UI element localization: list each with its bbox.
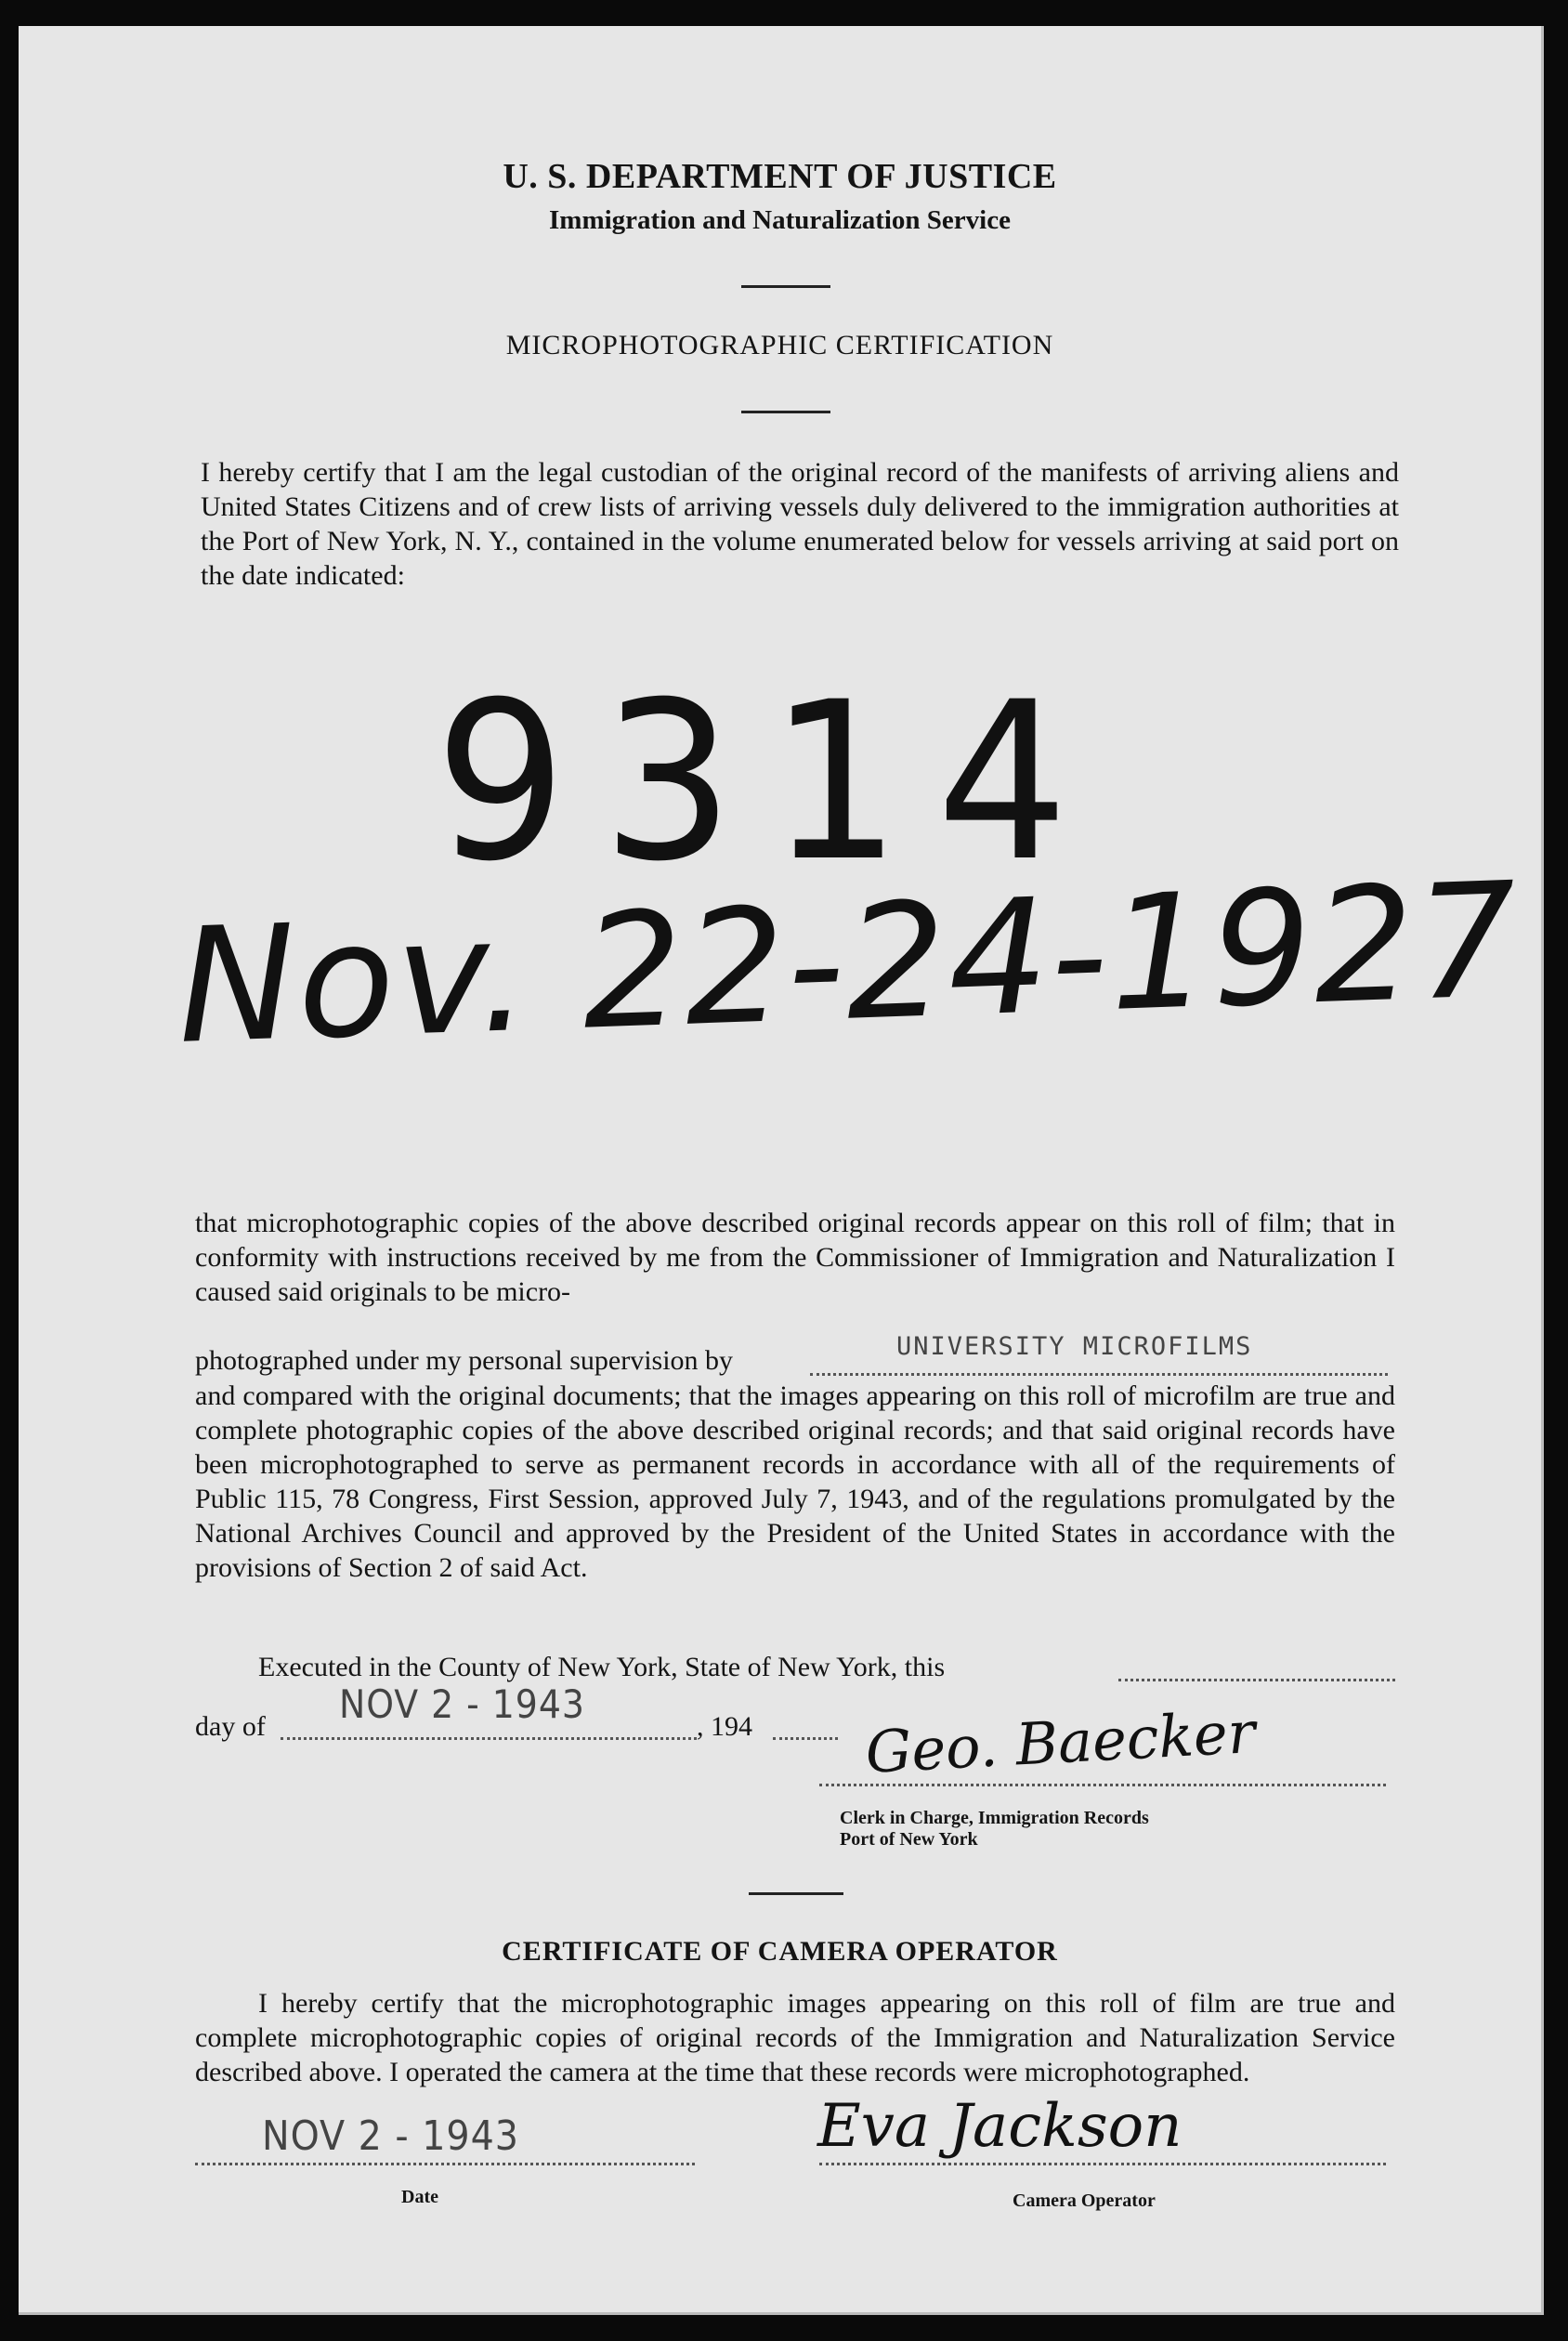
camera-date-label: Date: [401, 2187, 438, 2207]
body-paragraph-part2: and compared with the original documents; that the images appearing on this roll of microfilm are true and complete photographic copies of the above described original records; and that said original records have been microphotographed to serve as permanent records in accordance with all of the requirements of Public 115, 78 Congress, First Session, approved July 7, 1943, and of the regulations promulgated by the National Archives Council and approved by the President of the United States in accordance with the provisions of Section 2 of said Act.: [195, 1380, 1395, 1583]
camera-operator-text: I hereby certify that the microphotographic images appearing on this roll of film are true and complete microphotographic copies of original records of the Immigration and Naturalization Service described above. I operated the camera at the time that these records were microphotographed.: [195, 1988, 1395, 2087]
camera-date-stamp: NOV 2 - 1943: [262, 2112, 519, 2160]
intro-paragraph: I hereby certify that I am the legal custodian of the original record of the manifests of arriving aliens and United States Citizens and of crew lists of arriving vessels duly delivered to the immigration authorities at the Port of New York, N. Y., contained in the volume enumerated below for vessels arriving at said port on the date indicated:: [201, 457, 1399, 591]
clerk-signature: Geo. Baecker: [864, 1698, 1257, 1786]
year-suffix: , 194: [697, 1711, 752, 1742]
clerk-title-line1: Clerk in Charge, Immigration Records: [840, 1808, 1149, 1828]
clerk-title-line2: Port of New York: [840, 1829, 978, 1850]
executed-statement: Executed in the County of New York, State of New York, this: [258, 1652, 946, 1682]
year-dotted-line: [773, 1712, 838, 1740]
execution-date-stamp: NOV 2 - 1943: [339, 1681, 585, 1727]
certification-document: [19, 26, 1544, 2315]
service-subtitle: Immigration and Naturalization Service: [549, 205, 1011, 235]
agency-title: U. S. DEPARTMENT OF JUSTICE: [503, 157, 1057, 196]
supervision-line: [195, 1332, 1395, 1380]
camera-operator-signature: Eva Jackson: [817, 2092, 1183, 2161]
clerk-signature-line: [819, 1774, 1386, 1786]
executed-dotted-line: [1118, 1654, 1395, 1681]
camera-operator-line: [819, 2153, 1386, 2165]
certification-title: MICROPHOTOGRAPHIC CERTIFICATION: [505, 330, 1054, 360]
body-paragraph-part1: that microphotographic copies of the above described original records appear on this roll of film; that in conformity with instructions received by me from the Commissioner of Immigration and Naturalization I caused said originals to be micro-: [195, 1208, 1395, 1307]
divider-rule: [741, 285, 830, 288]
divider-rule: [749, 1892, 843, 1895]
camera-date-line: [195, 2153, 695, 2165]
day-of-label: day of: [195, 1711, 266, 1742]
handwritten-volume-number: 9314: [435, 656, 1104, 909]
camera-operator-heading: CERTIFICATE OF CAMERA OPERATOR: [502, 1936, 1058, 1967]
camera-operator-label: Camera Operator: [1013, 2191, 1156, 2211]
supervisor-stamp: UNIVERSITY MICROFILMS: [896, 1332, 1253, 1361]
supervision-prefix: photographed under my personal supervision by: [195, 1345, 734, 1376]
divider-rule: [741, 411, 830, 413]
handwritten-date-range: Nov. 22-24-1927: [174, 848, 1522, 1079]
